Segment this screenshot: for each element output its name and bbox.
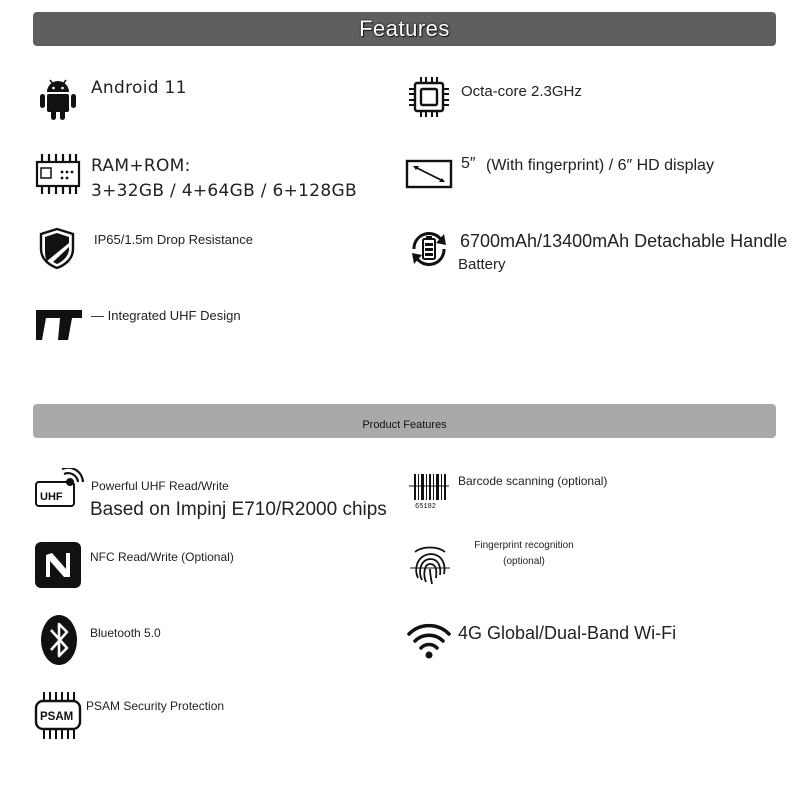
handle-icon (34, 306, 84, 346)
battery-text: 6700mAh/13400mAh Detachable Handle (460, 231, 788, 251)
display-size-text: 5″ (461, 155, 476, 172)
memory-icon (34, 152, 82, 200)
wifi-text: 4G Global/Dual-Band Wi-Fi (458, 623, 677, 643)
barcode-icon (408, 472, 450, 514)
psam-icon (34, 690, 82, 746)
rugged-text: IP65/1.5m Drop Resistance (94, 232, 253, 247)
features-header (33, 12, 776, 46)
uhf-rfid-icon (34, 468, 84, 514)
shield-icon (38, 227, 76, 273)
product-features-title: Product Features (362, 419, 447, 431)
android-version-text: Android 11 (91, 78, 187, 98)
product-features-header (33, 404, 776, 438)
psam-badge: PSAM (40, 711, 74, 723)
nfc-text: NFC Read/Write (Optional) (90, 550, 234, 564)
uhf-badge: UHF (40, 491, 63, 503)
uhf-rw-title: Powerful UHF Read/Write (91, 479, 229, 493)
uhf-design-text: — Integrated UHF Design (91, 308, 241, 323)
fingerprint-text: Fingerprint recognition (474, 540, 574, 551)
ram-label: RAM+ROM: (91, 156, 191, 176)
cpu-text: Octa-core 2.3GHz (461, 83, 582, 100)
bluetooth-text: Bluetooth 5.0 (90, 626, 161, 640)
fingerprint-optional: (optional) (503, 556, 545, 567)
display-icon (405, 157, 453, 195)
battery-cycle-icon (406, 226, 452, 276)
ram-options: 3+32GB / 4+64GB / 6+128GB (91, 181, 357, 201)
barcode-text: Barcode scanning (optional) (458, 474, 608, 488)
bluetooth-icon (40, 614, 78, 670)
psam-text: PSAM Security Protection (86, 699, 225, 713)
battery-text-2: Battery (458, 256, 506, 273)
uhf-chip-text: Based on Impinj E710/R2000 chips (90, 499, 387, 520)
uhf-design-label: Integrated UHF Design (107, 308, 241, 323)
wifi-icon (406, 620, 452, 664)
chip-icon (407, 75, 451, 123)
fingerprint-icon (408, 542, 452, 592)
display-text: (With fingerprint) / 6″ HD display (486, 157, 714, 174)
features-title: Features (359, 16, 450, 41)
nfc-icon (34, 541, 82, 593)
barcode-digits: 65182 (415, 503, 437, 510)
android-icon (38, 75, 78, 125)
